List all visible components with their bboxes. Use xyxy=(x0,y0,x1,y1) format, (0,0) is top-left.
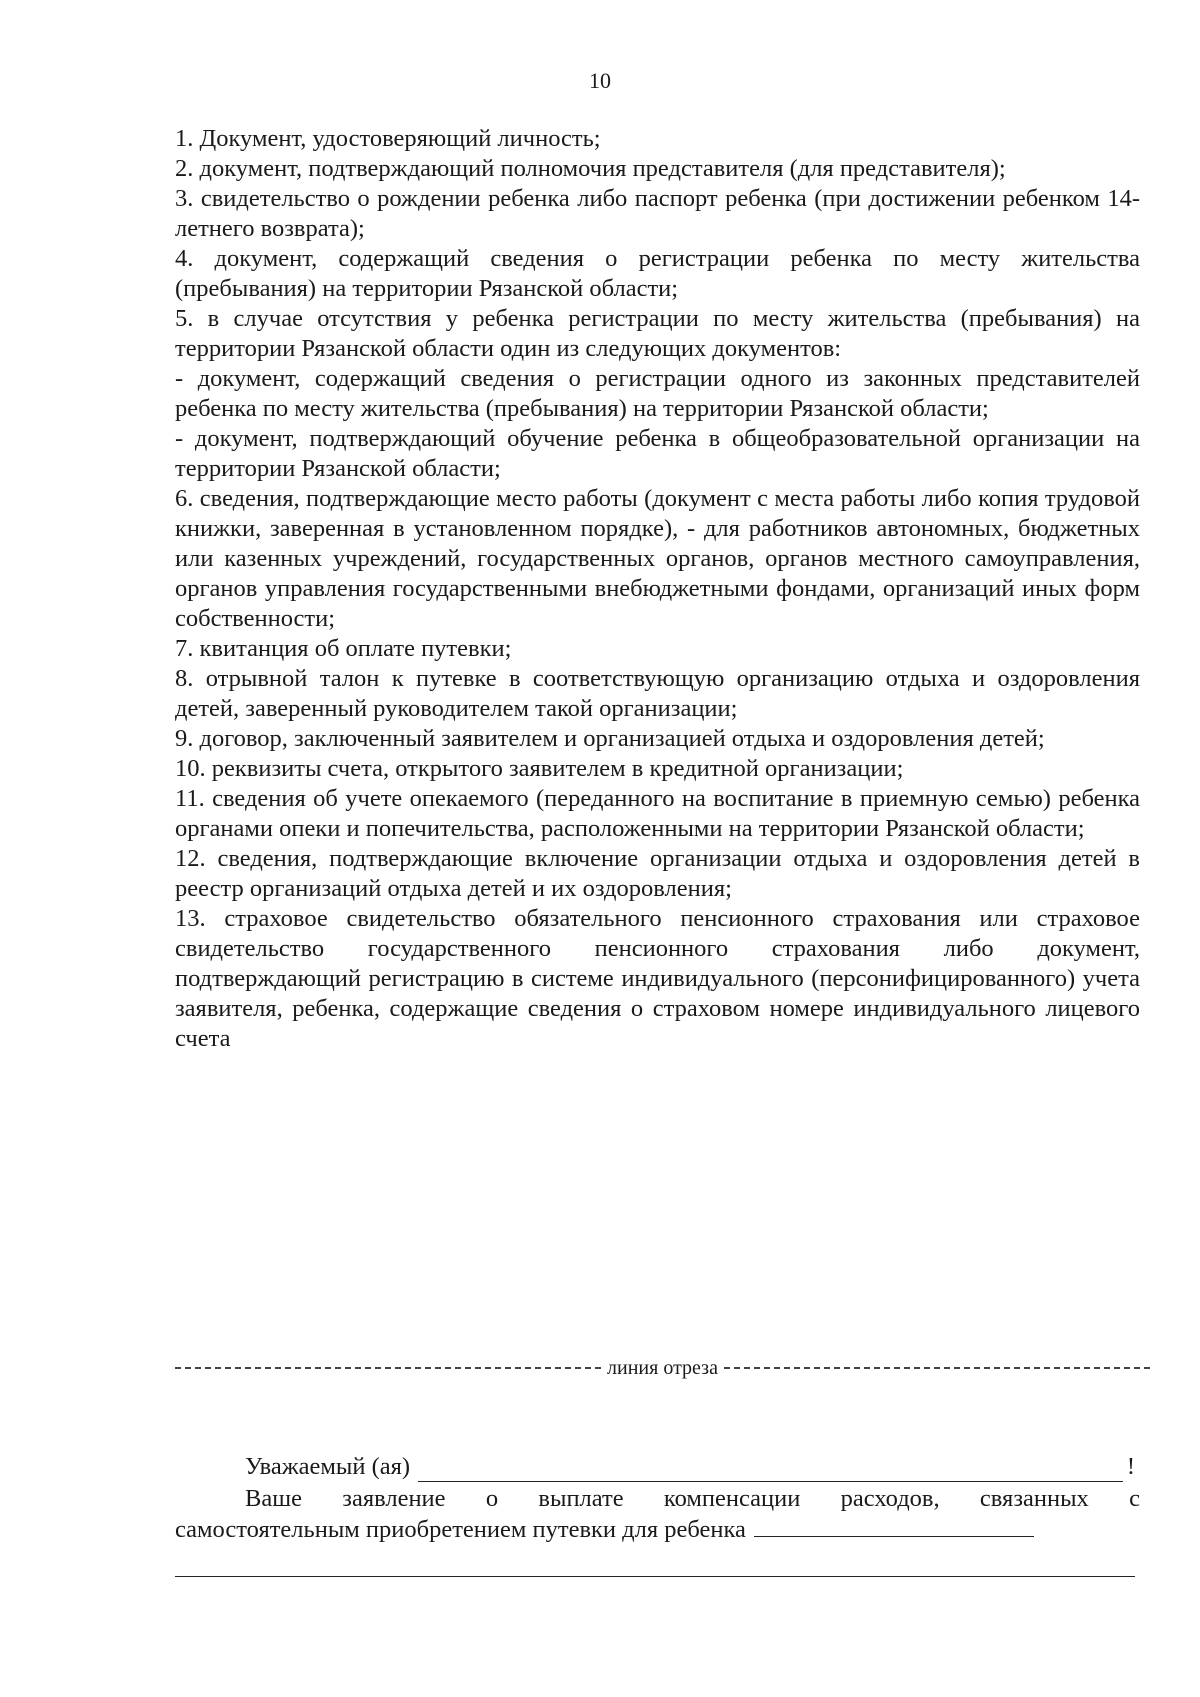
blank-line xyxy=(175,1576,1135,1577)
list-item: 11. сведения об учете опекаемого (переданного на воспитание в приемную семью) ребенка органами опеки и попечительства, расположенными на территории Рязанской области; xyxy=(175,785,1140,842)
notice-line-1: Ваше заявление о выплате компенсации расходов, связанных с xyxy=(245,1485,1140,1512)
list-item: 2. документ, подтверждающий полномочия представителя (для представителя); xyxy=(175,155,1006,182)
greeting-label: Уважаемый (ая) xyxy=(245,1453,411,1480)
list-item: - документ, подтверждающий обучение ребенка в общеобразовательной организации на территории Рязанской области; xyxy=(175,425,1140,482)
notice-line-2-wrap xyxy=(175,1514,1140,1545)
cut-dash-left xyxy=(175,1367,601,1369)
notice-line-2: самостоятельным приобретением путевки для ребенка xyxy=(175,1516,746,1543)
list-item: 6. сведения, подтверждающие место работы (документ с места работы либо копия трудовой книжки, заверенная в установленном порядке), - для работников автономных, бюджетных или казенных учреждений, государственных органов, органов местного самоуправления, органов управления государственными внебюджетными фондами, организаций иных форм собственности; xyxy=(175,485,1140,632)
document-list xyxy=(175,124,1140,1054)
cut-line-label: линия отреза xyxy=(607,1356,718,1379)
cut-dash-right xyxy=(724,1367,1150,1369)
list-item: 8. отрывной талон к путевке в соответствующую организацию отдыха и оздоровления детей, заверенный руководителем такой организации; xyxy=(175,665,1140,722)
list-item: 4. документ, содержащий сведения о регистрации ребенка по месту жительства (пребывания) на территории Рязанской области; xyxy=(175,245,1140,302)
list-item: 7. квитанция об оплате путевки; xyxy=(175,635,512,662)
list-item: 1. Документ, удостоверяющий личность; xyxy=(175,125,601,152)
greeting-end-mark: ! xyxy=(1126,1453,1135,1480)
notice-text xyxy=(175,1484,1140,1545)
list-item: 5. в случае отсутствия у ребенка регистрации по месту жительства (пребывания) на территории Рязанской области один из следующих документов: xyxy=(175,305,1140,362)
list-item: 9. договор, заключенный заявителем и организацией отдыха и оздоровления детей; xyxy=(175,725,1045,752)
page-number: 10 xyxy=(589,68,611,93)
child-blank-field xyxy=(754,1514,1034,1537)
cut-line xyxy=(175,1354,1150,1382)
name-blank-field xyxy=(418,1455,1123,1482)
list-item: 13. страховое свидетельство обязательного пенсионного страхования или страховое свидетельство государственного пенсионного страхования либо документ, подтверждающий регистрацию в системе индивидуального (персонифицированного) учета заявителя, ребенка, содержащие сведения о страховом номере индивидуального лицевого счета xyxy=(175,905,1140,1052)
list-item: 3. свидетельство о рождении ребенка либо паспорт ребенка (при достижении ребенком 14-летнего возврата); xyxy=(175,185,1140,242)
list-item: 12. сведения, подтверждающие включение организации отдыха и оздоровления детей в реестр организаций отдыха детей и их оздоровления; xyxy=(175,845,1140,902)
greeting-line xyxy=(245,1452,1135,1482)
list-item: 10. реквизиты счета, открытого заявителем в кредитной организации; xyxy=(175,755,904,782)
list-item: - документ, содержащий сведения о регистрации одного из законных представителей ребенка по месту жительства (пребывания) на территории Рязанской области; xyxy=(175,365,1140,422)
